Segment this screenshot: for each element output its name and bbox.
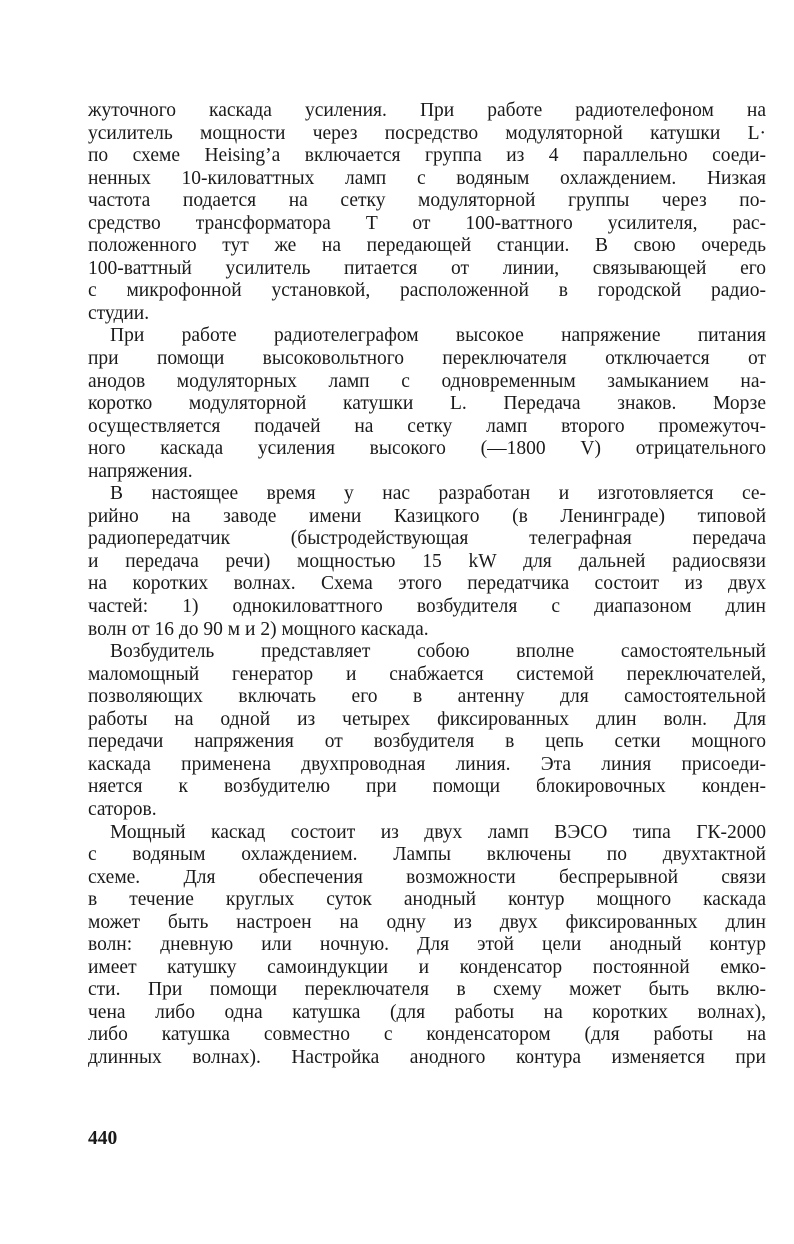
text-line: с водяным охлаждением. Лампы включены по двухтактной	[88, 844, 766, 866]
text-line: частота подается на сетку модуляторной группы через по-	[88, 190, 766, 212]
text-line: с микрофонной установкой, расположенной в городской радио-	[88, 280, 766, 302]
paragraph	[88, 483, 766, 641]
page-number: 440	[88, 1128, 118, 1149]
text-line: волн: дневную или ночную. Для этой цели анодный контур	[88, 934, 766, 956]
text-line: позволяющих включать его в антенну для самостоятельной	[88, 686, 766, 708]
text-line: длинных волнах). Настройка анодного контура изменяется при	[88, 1046, 766, 1068]
text-line: схеме. Для обеспечения возможности беспрерывной связи	[88, 866, 766, 888]
text-line: имеет катушку самоиндукции и конденсатор постоянной емко-	[88, 956, 766, 978]
text-line: напряжения.	[88, 460, 193, 482]
text-line: средство трансформатора T от 100-ваттного усилителя, рас-	[88, 212, 766, 234]
text-line: В настоящее время у нас разработан и изготовляется се-	[110, 483, 766, 505]
text-line: анодов модуляторных ламп с одновременным замыканием на-	[88, 370, 766, 392]
paragraph	[88, 641, 766, 821]
text-line: на коротких волнах. Схема этого передатчика состоит из двух	[88, 573, 766, 595]
paragraph	[88, 325, 766, 483]
text-line: коротко модуляторной катушки L. Передача знаков. Морзе	[88, 393, 766, 415]
text-line: сти. При помощи переключателя в схему может быть вклю-	[88, 979, 766, 1001]
text-line: радиопередатчик (быстродействующая телеграфная передача	[88, 528, 766, 550]
text-line: няется к возбудителю при помощи блокировочных конден-	[88, 776, 766, 798]
text-line: Возбудитель представляет собою вполне самостоятельный	[110, 641, 766, 663]
text-line: осуществляется подачей на сетку ламп второго промежуточ-	[88, 415, 766, 437]
text-line: либо катушка совместно с конденсатором (для работы на	[88, 1024, 766, 1046]
text-line: передачи напряжения от возбудителя в цепь сетки мощного	[88, 731, 766, 753]
text-line: каскада применена двухпроводная линия. Эта линия присоеди-	[88, 753, 766, 775]
text-line: волн от 16 до 90 м и 2) мощного каскада.	[88, 618, 429, 640]
text-line: студии.	[88, 302, 150, 324]
text-line: работы на одной из четырех фиксированных длин волн. Для	[88, 708, 766, 730]
text-line: и передача речи) мощностью 15 kW для дальней радиосвязи	[88, 550, 766, 572]
text-line: жуточного каскада усиления. При работе радиотелефоном на	[88, 100, 766, 121]
text-line: чена либо одна катушка (для работы на коротких волнах),	[88, 1001, 766, 1023]
text-line: 100-ваттный усилитель питается от линии, связывающей его	[88, 257, 766, 279]
body-text	[88, 100, 766, 1070]
text-line: рийно на заводе имени Казицкого (в Ленинграде) типовой	[88, 505, 766, 527]
text-line: может быть настроен на одну из двух фиксированных длин	[88, 911, 766, 933]
text-line: по схеме Heising’a включается группа из 4 параллельно соеди-	[88, 145, 766, 167]
text-line: ненных 10-киловаттных ламп с водяным охлаждением. Низкая	[88, 167, 766, 189]
text-line: усилитель мощности через посредство модуляторной катушки L·	[88, 122, 766, 144]
text-line: маломощный генератор и снабжается системой переключателей,	[88, 663, 766, 685]
text-line: при помощи высоковольтного переключателя отключается от	[88, 348, 766, 370]
text-line: ного каскада усиления высокого (—1800 V) отрицательного	[88, 438, 766, 460]
paragraph	[88, 100, 766, 325]
text-line: При работе радиотелеграфом высокое напряжение питания	[110, 325, 766, 347]
paragraph	[88, 822, 766, 1070]
text-line: саторов.	[88, 798, 157, 820]
text-line: положенного тут же на передающей станции. В свою очередь	[88, 235, 766, 257]
text-line: частей: 1) однокиловаттного возбудителя с диапазоном длин	[88, 596, 766, 618]
text-line: Мощный каскад состоит из двух ламп ВЭСО типа ГК-2000	[110, 821, 766, 843]
text-line: в течение круглых суток анодный контур мощного каскада	[88, 889, 766, 911]
